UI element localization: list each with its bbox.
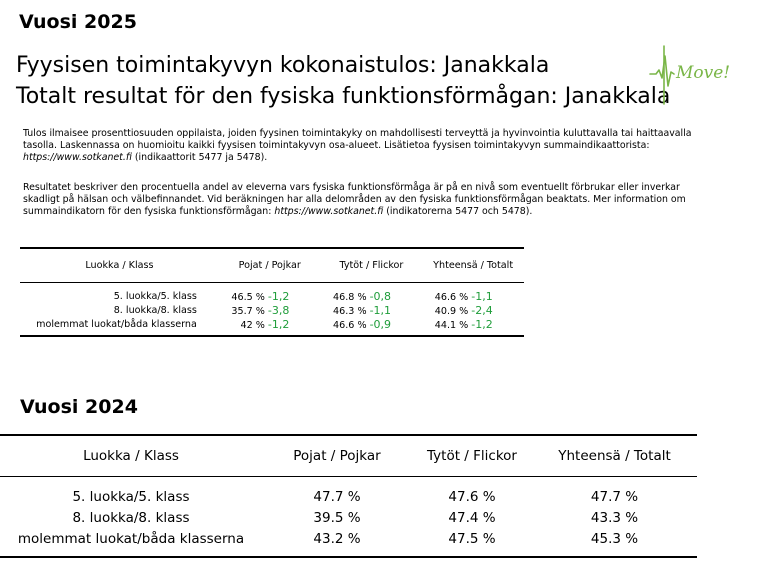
sotkanet-link-fi[interactable]: https://www.sotkanet.fi <box>23 152 132 163</box>
girls-change: -0,9 <box>369 317 392 331</box>
row-label: 5. luokka/5. klass <box>113 290 197 302</box>
description-sv-text: Resultatet beskriver den procentuella andel av eleverna vars fysiska funktionsförmåga är på en nivå som eventuellt förbrukar eller inverkar skadligt på hälsan och välbefinnandet. Vid beräkningen har alla delområden av den fysiska funktionsförmågan beaktats. Mer information om summaindikatorn för den fysiska funktionsförmågan: <box>23 182 686 217</box>
description-fi-tail: (indikaattorit 5477 ja 5478). <box>131 152 268 163</box>
row-label: molemmat luokat/båda klasserna <box>17 530 245 547</box>
table-header-row <box>0 435 697 477</box>
row-label: molemmat luokat/båda klasserna <box>36 318 197 330</box>
table-header-row <box>20 248 524 283</box>
boys-value: 39.5 % <box>313 509 361 526</box>
col-header-total: Yhteensä / Totalt <box>558 448 671 464</box>
col-header-total: Yhteensä / Totalt <box>433 260 514 271</box>
boys-change: -1,2 <box>267 289 290 303</box>
description-sv-tail: (indikatorerna 5477 och 5478). <box>383 206 533 217</box>
boys-value: 42 % <box>240 319 265 331</box>
girls-value: 47.4 % <box>448 509 496 526</box>
girls-change: -0,8 <box>369 289 392 303</box>
page-title-sv: Totalt resultat för den fysiska funktionsförmågan: Janakkala <box>16 84 671 109</box>
row-label: 8. luokka/8. klass <box>72 509 190 526</box>
girls-change: -1,1 <box>369 303 392 317</box>
boys-change: -3,8 <box>267 303 290 317</box>
table-row <box>20 283 524 304</box>
total-value: 43.3 % <box>590 509 639 526</box>
girls-cell <box>321 283 423 304</box>
row-label: 8. luokka/8. klass <box>113 304 197 316</box>
results-table-2025 <box>20 247 524 337</box>
table-row <box>0 507 697 528</box>
logo-text: Move! <box>676 63 731 83</box>
boys-change: -1,2 <box>267 317 290 331</box>
girls-value: 47.5 % <box>448 530 496 547</box>
girls-cell <box>321 303 423 317</box>
total-value: 40.9 % <box>434 305 469 317</box>
col-header-girls: Tytöt / Flickor <box>339 260 404 271</box>
total-value: 46.6 % <box>434 291 469 303</box>
table-row <box>20 317 524 336</box>
total-cell <box>422 303 524 317</box>
col-header-boys: Pojat / Pojkar <box>293 448 381 464</box>
table-row <box>0 477 697 508</box>
girls-value: 46.3 % <box>333 305 367 317</box>
total-change: -2,4 <box>471 303 493 317</box>
boys-cell <box>219 317 321 336</box>
col-header-boys: Pojat / Pojkar <box>238 260 301 271</box>
total-cell <box>422 283 524 304</box>
total-change: -1,2 <box>471 317 493 331</box>
move-logo <box>648 44 754 106</box>
total-value: 47.7 % <box>590 488 639 505</box>
boys-value: 43.2 % <box>313 530 361 547</box>
col-header-girls: Tytöt / Flickor <box>427 448 517 464</box>
total-cell <box>422 317 524 336</box>
total-change: -1,1 <box>471 289 493 303</box>
heading-2024: Vuosi 2024 <box>20 396 138 418</box>
description-fi-text: Tulos ilmaisee prosenttiosuuden oppilaista, joiden fyysinen toimintakyky on mahdollisesti terveyttä ja hyvinvointia kuluttavalla tai haittaavalla tasolla. Laskennassa on huomioitu kaikki fyysisen toimintakyvyn osa-alueet. Lisätietoa fyysisen toimintakyvyn summaindikaattorista: <box>23 128 692 151</box>
row-label: 5. luokka/5. klass <box>72 488 190 505</box>
boys-value: 35.7 % <box>231 305 265 317</box>
girls-value: 46.6 % <box>333 319 367 331</box>
boys-cell <box>219 283 321 304</box>
boys-value: 46.5 % <box>231 291 265 303</box>
heading-2025: Vuosi 2025 <box>19 11 137 33</box>
girls-value: 47.6 % <box>448 488 496 505</box>
total-value: 44.1 % <box>434 319 469 331</box>
total-value: 45.3 % <box>590 530 639 547</box>
description-sv <box>23 182 713 218</box>
table-row <box>20 303 524 317</box>
table-row <box>0 528 697 557</box>
girls-cell <box>321 317 423 336</box>
boys-value: 47.7 % <box>313 488 361 505</box>
results-table-2024 <box>0 434 697 558</box>
girls-value: 46.8 % <box>333 291 367 303</box>
col-header-class: Luokka / Klass <box>85 260 154 271</box>
sotkanet-link-sv[interactable]: https://www.sotkanet.fi <box>274 206 384 217</box>
boys-cell <box>219 303 321 317</box>
page-title-fi: Fyysisen toimintakyvyn kokonaistulos: Janakkala <box>16 53 550 78</box>
col-header-class: Luokka / Klass <box>83 448 179 464</box>
description-fi <box>23 128 713 164</box>
